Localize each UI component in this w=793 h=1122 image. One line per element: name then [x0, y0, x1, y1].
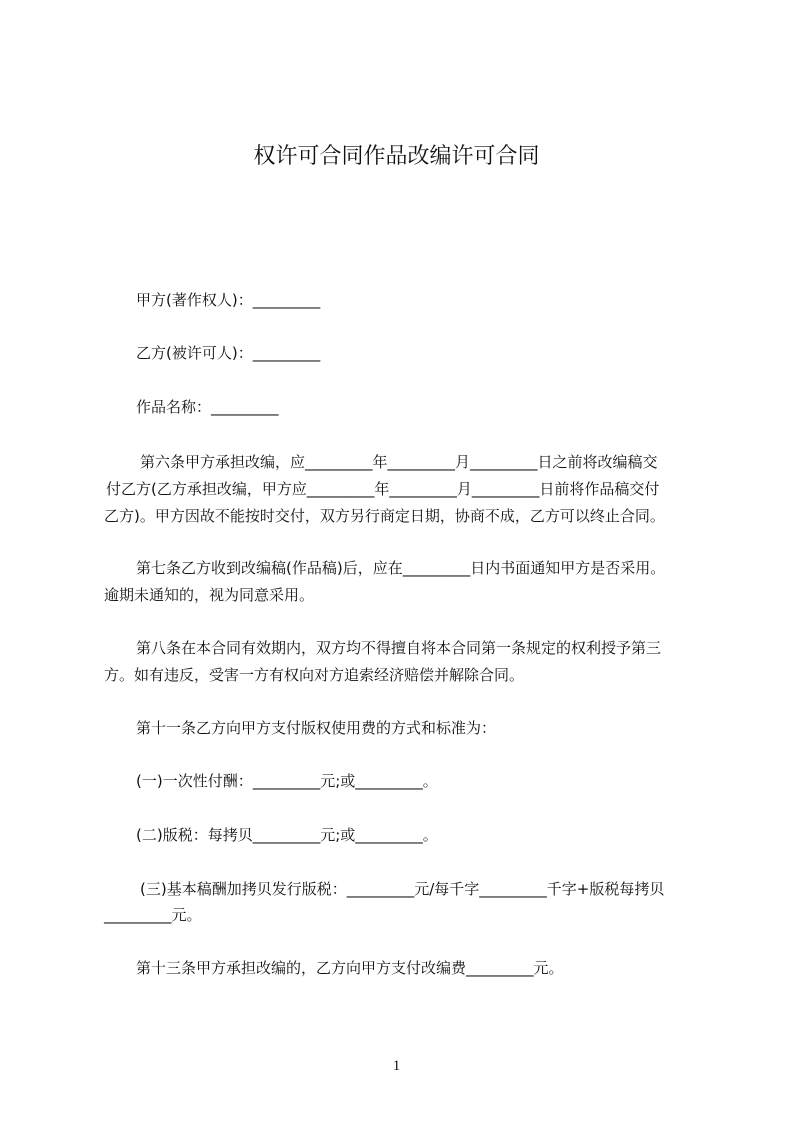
article-7-line-1: 第七条乙方收到改编稿(作品稿)后，应在_________日内书面通知甲方是否采用。: [136, 559, 666, 577]
article-8-line-2: 方。如有违反，受害一方有权向对方追索经济赔偿并解除合同。: [104, 666, 525, 684]
work-name-line: 作品名称：_________: [136, 398, 279, 416]
page-number: 1: [392, 1058, 401, 1074]
article-11-option-3-line-1: (三)基本稿酬加拷贝发行版税：_________元/每千字_________千字+版税每拷贝: [140, 880, 665, 898]
article-11-option-3-line-2: _________元。: [104, 906, 202, 924]
article-6-line-2: 付乙方(乙方承担改编，甲方应_________年_________月_________日前将作品稿交付: [106, 480, 660, 498]
document-title: 权许可合同作品改编许可合同: [253, 144, 540, 169]
party-a-line: 甲方(著作权人)：_________: [136, 291, 321, 309]
article-11-option-1: (一)一次性付酬：_________元;或_________。: [136, 772, 438, 790]
article-7-line-2: 逾期未通知的，视为同意采用。: [104, 586, 315, 604]
article-6-line-3: 乙方)。甲方因故不能按时交付，双方另行商定日期，协商不成，乙方可以终止合同。: [104, 507, 665, 525]
party-b-line: 乙方(被许可人)：_________: [136, 344, 321, 362]
article-6-line-1: 第六条甲方承担改编，应_________年_________月_________日之前将改编稿交: [140, 453, 658, 471]
article-11-option-2: (二)版税：每拷贝_________元;或_________。: [136, 826, 438, 844]
article-11-heading: 第十一条乙方向甲方支付版权使用费的方式和标准为：: [136, 719, 497, 737]
article-13-line: 第十三条甲方承担改编的，乙方向甲方支付改编费_________元。: [136, 959, 564, 977]
article-8-line-1: 第八条在本合同有效期内，双方均不得擅自将本合同第一条规定的权利授予第三: [136, 639, 662, 657]
